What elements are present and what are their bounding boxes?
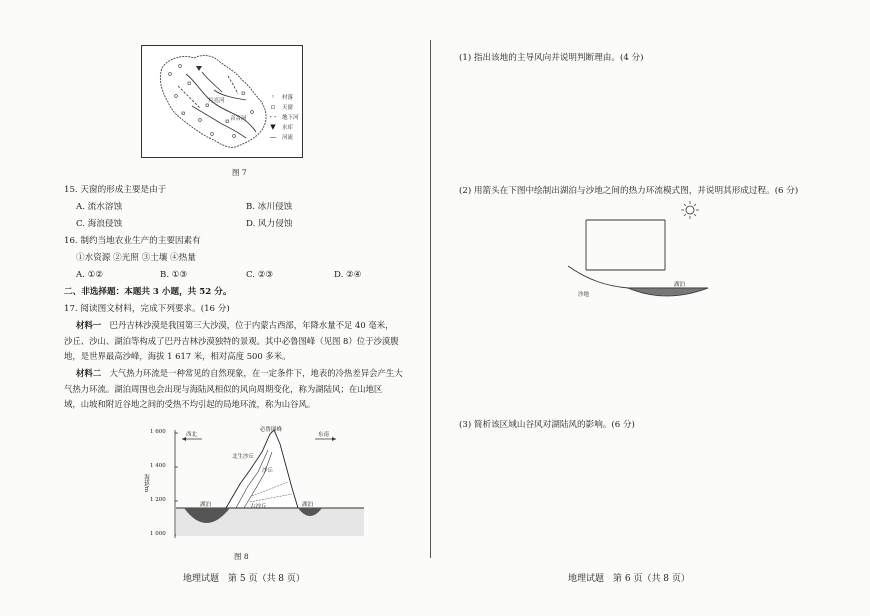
figure-8-profile	[140, 422, 370, 548]
q16-option-d[interactable]: D. ②④	[334, 270, 362, 280]
q15-option-b[interactable]: B. 冰川侵蚀	[246, 202, 293, 212]
q2-answer-space[interactable]	[459, 310, 839, 410]
direction-northwest: 西北	[186, 432, 198, 438]
q16-factors: ①水资源 ②光照 ③土壤 ④热量	[76, 253, 196, 263]
q1-answer-space[interactable]	[459, 68, 839, 178]
material-1: 材料一 巴丹吉林沙漠是我国第三大沙漠，位于内蒙古西部，年降水量不足 40 毫米， 沙丘、沙山、湖泊等构成了巴丹吉林沙漠独特的景观。其中必鲁图峰（见图 8）位于沙漠腹 地，是世界最高沙峰，海拔 1 617 米，相对高度 500 多米。	[64, 320, 399, 361]
sand-label: 沙地	[578, 292, 590, 298]
y-tick-1200: 1 200	[150, 497, 166, 503]
dune-profile-drawing	[140, 422, 370, 548]
material-1-label: 材料一	[76, 320, 102, 330]
q3-prompt: (3) 简析该区域山谷风对湖陆风的影响。(6 分)	[459, 420, 635, 430]
legend-underground-river: - - 地下河	[267, 112, 299, 122]
peak-label: 必鲁图峰	[260, 427, 283, 433]
river-icon: —	[269, 133, 277, 141]
y-tick-1000: 1 000	[150, 531, 166, 537]
map-legend	[267, 92, 299, 142]
ancient-dune-label: 古沙丘	[250, 504, 267, 510]
direction-southeast: 东南	[318, 432, 330, 438]
y-tick-1600: 1 600	[150, 429, 166, 435]
figure-7-caption: 图 7	[232, 168, 247, 177]
circulation-diagram-drawing	[566, 196, 730, 306]
legend-river: — 河流	[267, 132, 299, 142]
material-2: 材料二 大气热力环流是一种常见的自然现象，在一定条件下，地表的冷热差异会产生大 气热力环流。湖泊周围也会出现与海陆风相似的风向周期变化，称为湖陆风；在山地区 域，山坡和附近谷地之间的受热不均引起的局地环流，称为山谷风。	[64, 368, 403, 409]
legend-reservoir: ▼ 水库	[267, 122, 299, 132]
underground-river-icon: - -	[269, 113, 277, 121]
q3-answer-space[interactable]	[459, 435, 839, 560]
y-tick-1400: 1 400	[150, 463, 166, 469]
legend-skylight: ▫ 天窗	[267, 102, 299, 112]
q15-stem: 15. 天窗的形成主要是由于	[64, 185, 167, 195]
river-label-yueliang: 月亮河	[208, 98, 225, 104]
skylight-icon: ▫	[270, 103, 276, 111]
q16-option-c[interactable]: C. ②③	[246, 270, 274, 280]
q15-option-d[interactable]: D. 风力侵蚀	[246, 219, 293, 229]
section-2-heading: 二、非选择题：本题共 3 小题，共 52 分。	[64, 287, 232, 297]
figure-7-map	[141, 45, 303, 158]
lake-label-left: 湖泊	[200, 502, 212, 508]
q2-prompt: (2) 用箭头在下图中绘制出湖泊与沙地之间的热力环流模式图，并说明其形成过程。(6 分)	[459, 186, 799, 196]
sun-icon	[681, 201, 699, 219]
legend-village: ◦ 村落	[267, 92, 299, 102]
q15-option-a[interactable]: A. 流水溶蚀	[76, 202, 123, 212]
village-icon: ◦	[270, 93, 276, 101]
page-divider	[430, 40, 431, 558]
slope-label: 北生沙丘	[232, 454, 255, 460]
y-axis-label: 海拔/m	[143, 474, 149, 493]
q15-option-c[interactable]: C. 海浪侵蚀	[76, 219, 123, 229]
q16-option-a[interactable]: A. ①②	[76, 270, 104, 280]
q17-intro: 17. 阅读图文材料，完成下列要求。(16 分)	[64, 304, 230, 314]
footer-page-5: 地理试题 第 5 页（共 8 页）	[183, 574, 305, 584]
figure-8-caption: 图 8	[234, 552, 249, 561]
lake-label: 湖泊	[674, 282, 686, 288]
lake-label-right: 湖泊	[302, 502, 314, 508]
river-label-yinyin: 音音河	[230, 116, 247, 122]
reservoir-icon: ▼	[270, 123, 276, 131]
q2-circulation-diagram[interactable]	[566, 196, 730, 306]
dune-label: 沙丘	[262, 468, 274, 474]
footer-page-6: 地理试题 第 6 页（共 8 页）	[568, 574, 690, 584]
q16-option-b[interactable]: B. ①③	[160, 270, 188, 280]
q16-stem: 16. 制约当地农业生产的主要因素有	[64, 236, 201, 246]
material-2-label: 材料二	[76, 368, 102, 378]
q1-prompt: (1) 指出该地的主导风向并说明判断理由。(4 分)	[459, 53, 644, 63]
